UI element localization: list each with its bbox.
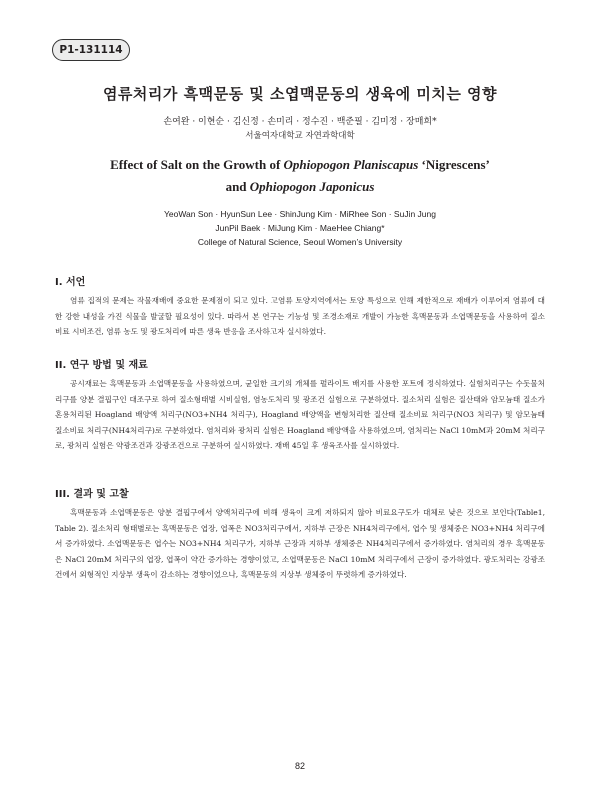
authors-english-line2: JunPil Baek · MiJung Kim · MaeHee Chiang*: [215, 223, 385, 233]
page-number: 82: [294, 761, 305, 771]
section-heading: III. 결과 및 고찰: [55, 489, 129, 500]
title-english-line2: and Ophiopogon Japonicus: [225, 179, 375, 194]
paper-id-badge: P1-131114: [52, 39, 130, 61]
affiliation-korean: 서울여자대학교 자연과학대학: [245, 131, 355, 141]
authors-english-line1: YeoWan Son · HyunSun Lee · ShinJung Kim · MiRhee Son · SuJin Jung: [164, 209, 436, 219]
section-body: 염류 집적의 문제는 작물재배에 중요한 문제점이 되고 있다. 고염류 토양지역에서는 토양 특성으로 인해 제한적으로 재배가 이루어져 염류에 대한 강한 내성을 가진 식물을 발굴할 필요성이 있다. 따라서 본 연구는 기능성 및 조경소재로 개발이 가능한 흑맥문동과 소엽맥문동을 사용하여 질소 비료 시비조건, 염류 농도 및 광도처리에 따른 생육 반응을 조사하고자 실시하였다.: [55, 296, 545, 337]
section-methods: [55, 356, 545, 454]
section-heading: II. 연구 방법 및 재료: [55, 360, 148, 371]
affiliation-english: College of Natural Science, Seoul Women’s University: [197, 237, 403, 247]
section-body: 공시재료는 흑맥문동과 소엽맥문동을 사용하였으며, 균일한 크기의 개체를 펄라이트 배지를 사용한 포트에 정식하였다. 실험처리구는 수돗물처리구를 양분 결핍구인 대조구로 하여 질소형태별 시비실험, 염농도처리 및 광조건 실험으로 구분하였다. 질소처리 실험은 질산태와 암모늄태 질소가 혼용처리된 Hoagland 배양액 처리구(NO3+NH4 처리구), Hoagland 배양액을 변형처리한 질산태 질소비료 처리구(NO3 처리구) 및 암모늄태 질소비료 처리구(NH4처리구)로 구분하였다. 염처리와 광처리 실험은 Hoagland 배양액을 사용하였으며, 염처리는 NaCl 10mM과 20mM 처리구로, 광처리 실험은 약광조건과 강광조건으로 구분하여 실시하였다. 재배 45일 후 생육조사를 실시하였다.: [55, 379, 545, 451]
section-heading: I. 서언: [55, 277, 86, 288]
section-body: 흑맥문동과 소엽맥문동은 양분 결핍구에서 양액처리구에 비해 생육이 크게 저하되지 않아 비료요구도가 대체로 낮은 것으로 보인다(Table1, Table 2). 질소처리 형태별로는 흑맥문동은 엽장, 엽폭은 NO3처리구에서, 지하부 근장은 NH4처리구에서, 엽수 및 생체중은 NO3+NH4 처리구에서 증가하였다. 소엽맥문동은 엽수는 NO3+NH4 처리구가, 지하부 근장과 지하부 생체중은 NH4처리구에서 증가하였다. 염처리의 경우 흑맥문동은 NaCl 20mM 처리구의 엽장, 엽폭이 약간 증가하는 경향이었고, 소엽맥문동은 NaCl 10mM 처리구에서 근장이 증가하였다. 광도처리는 강광조건에서 외형적인 지상부 생육이 감소하는 경향이었으나, 흑맥문동의 지상부 생체중이 뚜렷하게 증가하였다.: [55, 508, 545, 580]
section-introduction: [55, 273, 545, 340]
authors-korean: 손여완 · 이현순 · 김신정 · 손미리 · 정수진 · 백준필 · 김미정 · 장매희*: [163, 117, 437, 127]
section-results: [55, 485, 545, 583]
title-korean: 염류처리가 흑맥문동 및 소엽맥문동의 생육에 미치는 영향: [102, 85, 498, 103]
title-english-line1: Effect of Salt on the Growth of Ophiopogon Planiscapus ‘Nigrescens’: [110, 157, 490, 172]
